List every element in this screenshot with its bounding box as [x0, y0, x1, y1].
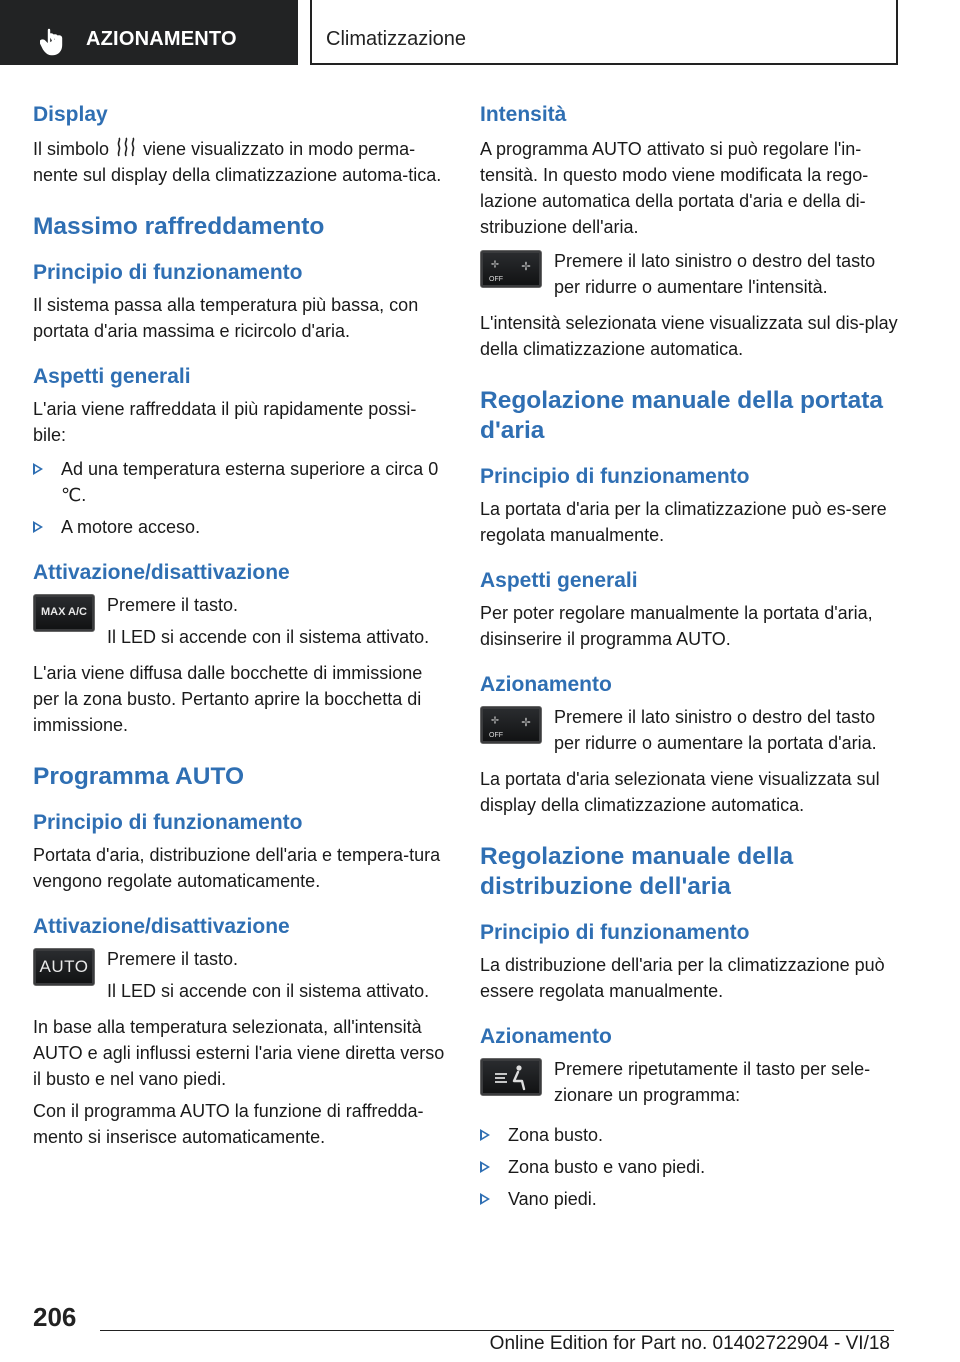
intensity-key-text: Premere il lato sinistro o destro del tasto per ridurre o aumentare l'intensità.	[554, 251, 876, 297]
max-general-heading: Aspetti generali	[33, 365, 191, 388]
header-section-tab	[0, 0, 298, 65]
footer-edition: Online Edition for Part no. 01402722904 - VI/18	[489, 1333, 890, 1354]
max-cooling-heading: Massimo raffreddamento	[33, 213, 325, 240]
dist-bullet-3: Vano piedi.	[508, 1189, 597, 1209]
fan-large-icon	[519, 715, 533, 729]
airflow-general-text: Per poter regolare manualmente la portata d'aria, disinserire il programma AUTO.	[480, 603, 873, 649]
fan-small-icon	[489, 258, 501, 270]
intensity-after-text: L'intensità selezionata viene visualizzata sul dis-play della climatizzazione automatica.	[480, 313, 898, 359]
intensity-heading: Intensità	[480, 103, 567, 126]
fan-off-label: OFF	[489, 276, 503, 283]
auto-principle-text: Portata d'aria, distribuzione dell'aria e tempera-tura vengono regolate automaticamente.	[33, 845, 441, 891]
max-cooling-icon	[115, 136, 137, 158]
distribution-principle-text: La distribuzione dell'aria per la climatizzazione può essere regolata manualmente.	[480, 955, 885, 1001]
auto-button	[33, 948, 95, 986]
air-distribution-icon	[481, 1059, 541, 1095]
fan-small-icon	[489, 714, 501, 726]
airflow-operation-heading: Azionamento	[480, 673, 612, 696]
auto-button-label: AUTO	[39, 957, 89, 976]
display-text	[33, 136, 449, 188]
airflow-key-text: Premere il lato sinistro o destro del tasto per ridurre o aumentare la portata d'aria.	[554, 707, 877, 753]
auto-act-line2: Il LED si accende con il sistema attivato.	[107, 981, 430, 1001]
display-heading: Display	[33, 103, 108, 126]
max-activation-heading: Attivazione/disattivazione	[33, 561, 290, 584]
page-number: 206	[33, 1302, 77, 1332]
dist-bullet-2: Zona busto e vano piedi.	[508, 1157, 706, 1177]
airflow-principle-heading: Principio di funzionamento	[480, 465, 750, 488]
max-ac-button	[33, 594, 95, 632]
max-bullet-1: Ad una temperatura esterna superiore a circa 0 ℃.	[61, 459, 439, 505]
max-ac-button-label: MAX A/C	[40, 606, 88, 618]
auto-instruction	[33, 946, 449, 1004]
airflow-principle-text: La portata d'aria per la climatizzazione può es-sere regolata manualmente.	[480, 499, 887, 545]
distribution-operation-heading: Azionamento	[480, 1025, 612, 1048]
dist-bullet-1: Zona busto.	[508, 1125, 604, 1145]
max-act-line2: Il LED si accende con il sistema attivato.	[107, 627, 430, 647]
header-section-title: AZIONAMENTO	[86, 28, 237, 50]
max-general-text: L'aria viene raffreddata il più rapidamente possi-bile:	[33, 399, 417, 445]
distribution-heading: Regolazione manuale della distribuzione dell'aria	[480, 843, 794, 900]
display-text-a: Il simbolo	[33, 139, 110, 159]
auto-heading: Programma AUTO	[33, 763, 245, 790]
list-item	[480, 1186, 898, 1212]
auto-principle-heading: Principio di funzionamento	[33, 811, 303, 834]
airflow-general-heading: Aspetti generali	[480, 569, 638, 592]
display-text-b: viene visualizzato in modo perma-nente sul display della climatizzazione automa-tica.	[33, 139, 442, 185]
intensity-instruction	[480, 248, 898, 300]
max-principle-heading: Principio di funzionamento	[33, 261, 303, 284]
fan-large-icon	[519, 259, 533, 273]
list-item	[33, 456, 449, 508]
max-ac-instruction	[33, 592, 449, 650]
max-bullet-2: A motore acceso.	[61, 517, 201, 537]
air-distribution-button	[480, 1058, 542, 1096]
list-item	[480, 1154, 898, 1180]
distribution-instruction	[480, 1056, 898, 1108]
left-column	[33, 96, 449, 1150]
header-chapter-title: Climatizzazione	[326, 28, 467, 50]
bullet-triangle-icon	[480, 1161, 490, 1173]
fan-speed-button	[480, 250, 542, 288]
bullet-triangle-icon	[33, 521, 43, 533]
max-act-text: L'aria viene diffusa dalle bocchette di immissione per la zona busto. Pertanto aprire la bocchetta di immissione.	[33, 663, 423, 735]
fan-off-label: OFF	[489, 732, 503, 739]
list-item	[480, 1122, 898, 1148]
auto-text-1: In base alla temperatura selezionata, all'intensità AUTO e agli influssi esterni l'aria viene diretta verso il busto e nel vano piedi.	[33, 1017, 445, 1089]
airflow-after-text: La portata d'aria selezionata viene visualizzata sul display della climatizzazione automatica.	[480, 769, 880, 815]
auto-activation-heading: Attivazione/disattivazione	[33, 915, 290, 938]
bullet-triangle-icon	[480, 1129, 490, 1141]
header-chapter-tab	[310, 0, 898, 65]
hand-pointer-icon	[40, 28, 66, 56]
distribution-principle-heading: Principio di funzionamento	[480, 921, 750, 944]
max-act-line1: Premere il tasto.	[107, 595, 239, 615]
intensity-text: A programma AUTO attivato si può regolare l'in-tensità. In questo modo viene modificata la rego-lazione automatica della portata d'aria e della di-stribuzione dell'aria.	[480, 139, 869, 237]
bullet-triangle-icon	[480, 1193, 490, 1205]
list-item	[33, 514, 449, 540]
footer-divider	[100, 1330, 894, 1331]
auto-act-line1: Premere il tasto.	[107, 949, 239, 969]
airflow-heading: Regolazione manuale della portata d'aria	[480, 387, 883, 444]
max-principle-text: Il sistema passa alla temperatura più bassa, con portata d'aria massima e ricircolo d'aria.	[33, 295, 419, 341]
bullet-triangle-icon	[33, 463, 43, 475]
airflow-instruction	[480, 704, 898, 756]
distribution-key-text: Premere ripetutamente il tasto per sele-zionare un programma:	[554, 1059, 871, 1105]
fan-speed-button	[480, 706, 542, 744]
auto-text-2: Con il programma AUTO la funzione di raffredda-mento si inserisce automaticamente.	[33, 1101, 424, 1147]
right-column	[480, 96, 898, 1212]
